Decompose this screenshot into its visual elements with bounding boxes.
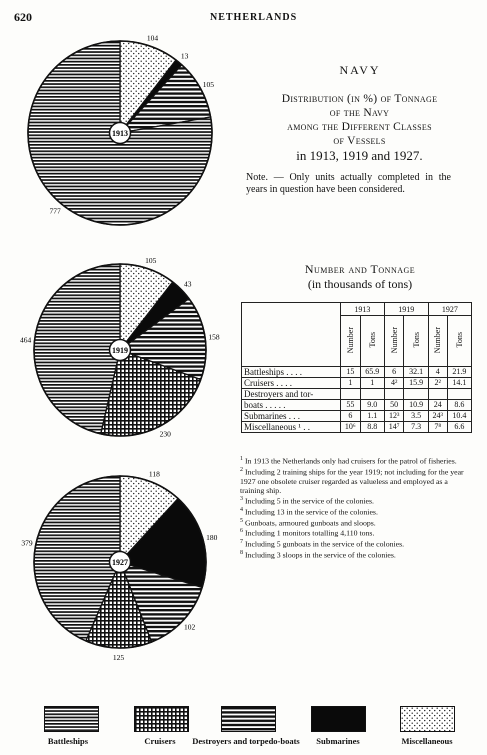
- table-year-1927: 1927: [428, 303, 471, 316]
- table-cell: 10.9: [404, 400, 428, 411]
- table-row-leader: . . . .: [286, 367, 302, 377]
- distribution-title-line2: of the Navy: [329, 107, 390, 119]
- distribution-title: [232, 92, 487, 148]
- table-row-label: Cruisers: [244, 378, 274, 388]
- table-cell: 55: [341, 400, 361, 411]
- legend-label: Miscellaneous: [401, 736, 453, 746]
- number-tonnage-title-line1: Number and Tonnage: [304, 262, 416, 276]
- legend-swatch-dotted: [400, 706, 455, 732]
- table-row: [242, 367, 472, 378]
- table-row-label-cell: [242, 400, 341, 411]
- footnote: [240, 527, 472, 538]
- pie-chart-1927: [21, 469, 217, 662]
- note-text: Note. — Only units actually completed in the years in question have been considered.: [246, 172, 451, 195]
- footnote-number: 4: [240, 506, 243, 513]
- footnote-number: 7: [240, 539, 243, 546]
- table-cell: 15: [341, 367, 361, 378]
- table-body: [242, 367, 472, 433]
- table-cell: 32.1: [404, 367, 428, 378]
- footnote-number: 6: [240, 528, 243, 535]
- table-year-1913: 1913: [341, 303, 385, 316]
- table-row-label: Miscellaneous: [244, 422, 296, 432]
- footnote: [240, 517, 472, 528]
- pie-slice-label: 180: [206, 533, 218, 543]
- table-row: [242, 400, 472, 411]
- pie-chart-1913: [28, 33, 214, 225]
- footnotes: [240, 455, 472, 560]
- navy-title: NAVY: [339, 63, 381, 77]
- table-cell: 4: [428, 367, 447, 378]
- table-subheader-tons: Tons: [360, 316, 384, 367]
- pie-slice-label: 464: [19, 335, 32, 345]
- distribution-title-line1: Distribution (in %) of Tonnage: [281, 93, 438, 105]
- footnote-text: Including 2 training ships for the year 1919; not including for the year 1927 one obsolete cruiser regarded as valueless and employed as a training ship.: [240, 467, 464, 495]
- pie-slice-label: 105: [145, 256, 157, 266]
- pie-slice-label: 230: [159, 429, 171, 439]
- footnote: [240, 495, 472, 506]
- pie-slice-label: 777: [49, 206, 61, 216]
- table-corner: [242, 303, 341, 367]
- footnote: [240, 538, 472, 549]
- table-cell: 7⁸: [428, 422, 447, 433]
- table-cell: 8.8: [360, 422, 384, 433]
- legend-label: Battleships: [47, 736, 89, 746]
- distribution-years: in 1913, 1919 and 1927.: [296, 148, 423, 163]
- table-cell: 6: [341, 411, 361, 422]
- legend-label: Submarines: [316, 736, 360, 746]
- table-cell: 24³: [428, 411, 447, 422]
- table-cell: 1.1: [360, 411, 384, 422]
- footnote-text: Including 3 sloops in the service of the colonies.: [244, 550, 396, 560]
- table-year-1919: 1919: [384, 303, 428, 316]
- pie-slice-label: 118: [148, 469, 160, 479]
- page-number: 620: [14, 10, 32, 24]
- table-row: [242, 422, 472, 433]
- table-row-label-cell: [242, 422, 341, 433]
- footnote: [240, 549, 472, 560]
- table-row-label-cell: [242, 389, 341, 400]
- table-cell: [447, 389, 471, 400]
- pie-slice-label: 105: [202, 80, 215, 90]
- table-cell: [341, 389, 361, 400]
- table-row-label: Destroyers and tor-: [244, 389, 314, 399]
- table-row-label: boats: [244, 400, 263, 410]
- footnote: [240, 466, 472, 495]
- table-cell: 12³: [384, 411, 404, 422]
- footnote: [240, 455, 472, 466]
- table-subheader-number: Number: [341, 316, 361, 367]
- table-subheader-tons: Tons: [404, 316, 428, 367]
- table-cell: 65.9: [360, 367, 384, 378]
- table-row-leader: . . .: [288, 411, 300, 421]
- table-cell: 4²: [384, 378, 404, 389]
- pie-center-label: 1913: [112, 129, 128, 138]
- footnote-number: 1: [240, 456, 243, 462]
- running-head: NETHERLANDS: [210, 12, 298, 23]
- distribution-title-line3: among the Different Classes: [287, 121, 432, 133]
- table-row-leader: . . . . .: [265, 400, 286, 410]
- table-row-label: Battleships: [244, 367, 284, 377]
- footnote-number: 5: [240, 517, 243, 524]
- table-cell: [404, 389, 428, 400]
- pie-center-label: 1919: [112, 346, 128, 355]
- legend-label: Cruisers: [144, 736, 176, 746]
- number-tonnage-title-line2: (in thousands of tons): [307, 277, 413, 291]
- distribution-title-line4: of Vessels: [333, 135, 386, 147]
- pie-chart-1919: [20, 256, 220, 438]
- legend-label: Destroyers and torpedo-boats: [192, 736, 300, 746]
- pie-slice-label: 102: [184, 622, 196, 632]
- footnote-text: Including 5 gunboats in the service of the colonies.: [244, 539, 405, 549]
- table-cell: 14⁷: [384, 422, 404, 433]
- legend-swatch-crosshatch: [134, 706, 189, 732]
- table-cell: 8.6: [447, 400, 471, 411]
- legend-swatch-heavy-horizontal-lines: [221, 706, 276, 732]
- table-row: [242, 411, 472, 422]
- table-subheader-number: Number: [428, 316, 447, 367]
- legend-swatch-horizontal-lines: [44, 706, 99, 732]
- table-row-leader: ¹ . .: [298, 422, 310, 432]
- table-cell: 3.5: [404, 411, 428, 422]
- table-cell: 6: [384, 367, 404, 378]
- table-subheader-number: Number: [384, 316, 404, 367]
- footnote-number: 2: [240, 466, 243, 473]
- footnote-text: Including 5 in the service of the colonies.: [244, 496, 374, 506]
- table-cell: [360, 389, 384, 400]
- table-subheader-tons: Tons: [447, 316, 471, 367]
- table-cell: 1: [360, 378, 384, 389]
- footnote-number: 8: [240, 549, 243, 556]
- footnote-text: Including 13 in the service of the colonies.: [244, 507, 378, 517]
- table-cell: 15.9: [404, 378, 428, 389]
- legend-swatch-solid-black: [311, 706, 366, 732]
- table-cell: 9.0: [360, 400, 384, 411]
- number-tonnage-title: [240, 262, 480, 292]
- table-cell: [384, 389, 404, 400]
- table-cell: 1: [341, 378, 361, 389]
- footnote: [240, 506, 472, 517]
- table-cell: 6.6: [447, 422, 471, 433]
- table-row-label-cell: [242, 367, 341, 378]
- table-cell: 24: [428, 400, 447, 411]
- table-cell: 2²: [428, 378, 447, 389]
- table-row: [242, 389, 472, 400]
- pie-slice-label: 379: [21, 538, 33, 548]
- pie-slice-label: 125: [112, 652, 125, 662]
- table-row-label-cell: [242, 378, 341, 389]
- pie-slice-label: 13: [180, 51, 189, 61]
- pie-slice-label: 104: [146, 33, 159, 43]
- pie-center-label: 1927: [112, 558, 128, 567]
- table-cell: 14.1: [447, 378, 471, 389]
- number-tonnage-table: [241, 302, 472, 433]
- table-row-leader: . . . .: [276, 378, 292, 388]
- footnote-text: Gunboats, armoured gunboats and sloops.: [244, 518, 376, 528]
- table-cell: 10⁶: [341, 422, 361, 433]
- pie-slice-label: 158: [208, 332, 220, 342]
- pie-slice-label: 43: [184, 279, 192, 289]
- footnote-text: In 1913 the Netherlands only had cruisers for the patrol of fisheries.: [244, 456, 457, 466]
- table-row-label: Submarines: [244, 411, 287, 421]
- footnote-number: 3: [240, 496, 243, 502]
- footnote-text: Including 1 monitors totalling 4,110 tons.: [244, 528, 375, 538]
- pie-slice-battleships: [34, 264, 120, 434]
- table-row-label-cell: [242, 411, 341, 422]
- table-row: [242, 378, 472, 389]
- table-cell: 50: [384, 400, 404, 411]
- table-cell: 10.4: [447, 411, 471, 422]
- table-cell: 7.3: [404, 422, 428, 433]
- table-cell: [428, 389, 447, 400]
- table-cell: 21.9: [447, 367, 471, 378]
